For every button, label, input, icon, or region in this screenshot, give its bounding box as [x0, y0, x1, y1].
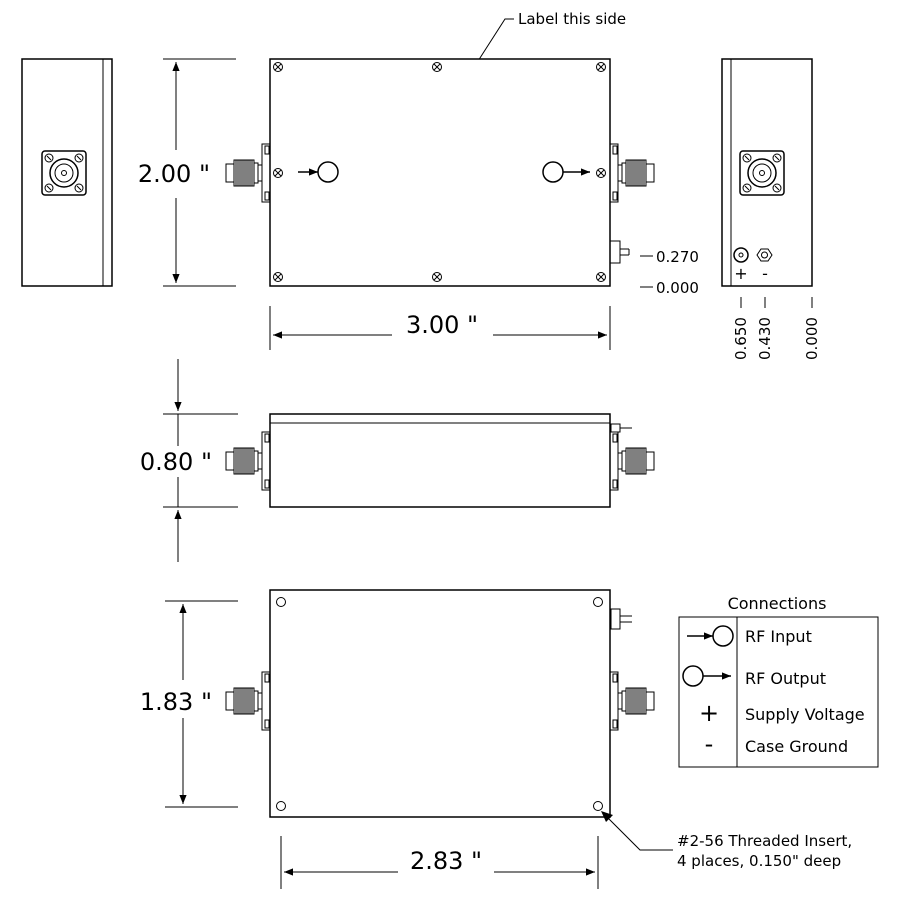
insert-note-line2: 4 places, 0.150" deep [677, 852, 842, 870]
bottom-height-label: 1.83 " [139, 688, 212, 716]
legend-minus-symbol: - [704, 730, 714, 758]
side-view [226, 414, 654, 507]
side-height-dimension [140, 359, 238, 562]
y-270-label: 0.270 [656, 248, 699, 266]
rf-input-symbol-icon [713, 626, 733, 646]
left-end-view [22, 59, 112, 286]
bottom-height-dimension [140, 601, 238, 807]
y-000-label: 0.000 [656, 279, 699, 297]
legend-plus-symbol: + [698, 699, 720, 727]
legend-rf-output-label: RF Output [745, 669, 826, 688]
bottom-width-label: 2.83 " [409, 847, 483, 875]
output-connector-icon [618, 160, 654, 186]
top-height-dimension [138, 59, 236, 286]
threaded-insert-callout [601, 811, 852, 870]
right-end-view [722, 59, 821, 360]
input-connector-icon [226, 160, 262, 186]
input-connector-icon [226, 688, 262, 714]
x-000-label: 0.000 [803, 317, 821, 360]
rf-output-symbol-icon [683, 666, 703, 686]
legend-supply-voltage-label: Supply Voltage [745, 705, 865, 724]
top-height-label: 2.00 " [137, 160, 210, 188]
bottom-view [226, 590, 654, 817]
side-height-label: 0.80 " [139, 448, 212, 476]
legend-case-ground-label: Case Ground [745, 737, 849, 756]
x-650-label: 0.650 [732, 317, 750, 360]
label-side-text: Label this side [518, 10, 627, 28]
bottom-width-dimension [281, 836, 598, 889]
output-connector-icon [618, 688, 654, 714]
legend-title: Connections [727, 594, 827, 613]
input-connector-icon [226, 448, 262, 474]
top-width-dimension [270, 306, 610, 350]
minus-terminal-label: - [762, 264, 768, 283]
legend-rf-input-label: RF Input [745, 627, 812, 646]
x-430-label: 0.430 [756, 317, 774, 360]
output-connector-icon [618, 448, 654, 474]
insert-note-line1: #2-56 Threaded Insert, [677, 832, 853, 850]
top-view [226, 59, 654, 286]
right-y-coordinates [640, 248, 699, 297]
top-width-label: 3.00 " [405, 311, 479, 339]
plus-terminal-label: + [734, 264, 748, 283]
connections-legend [679, 594, 878, 767]
